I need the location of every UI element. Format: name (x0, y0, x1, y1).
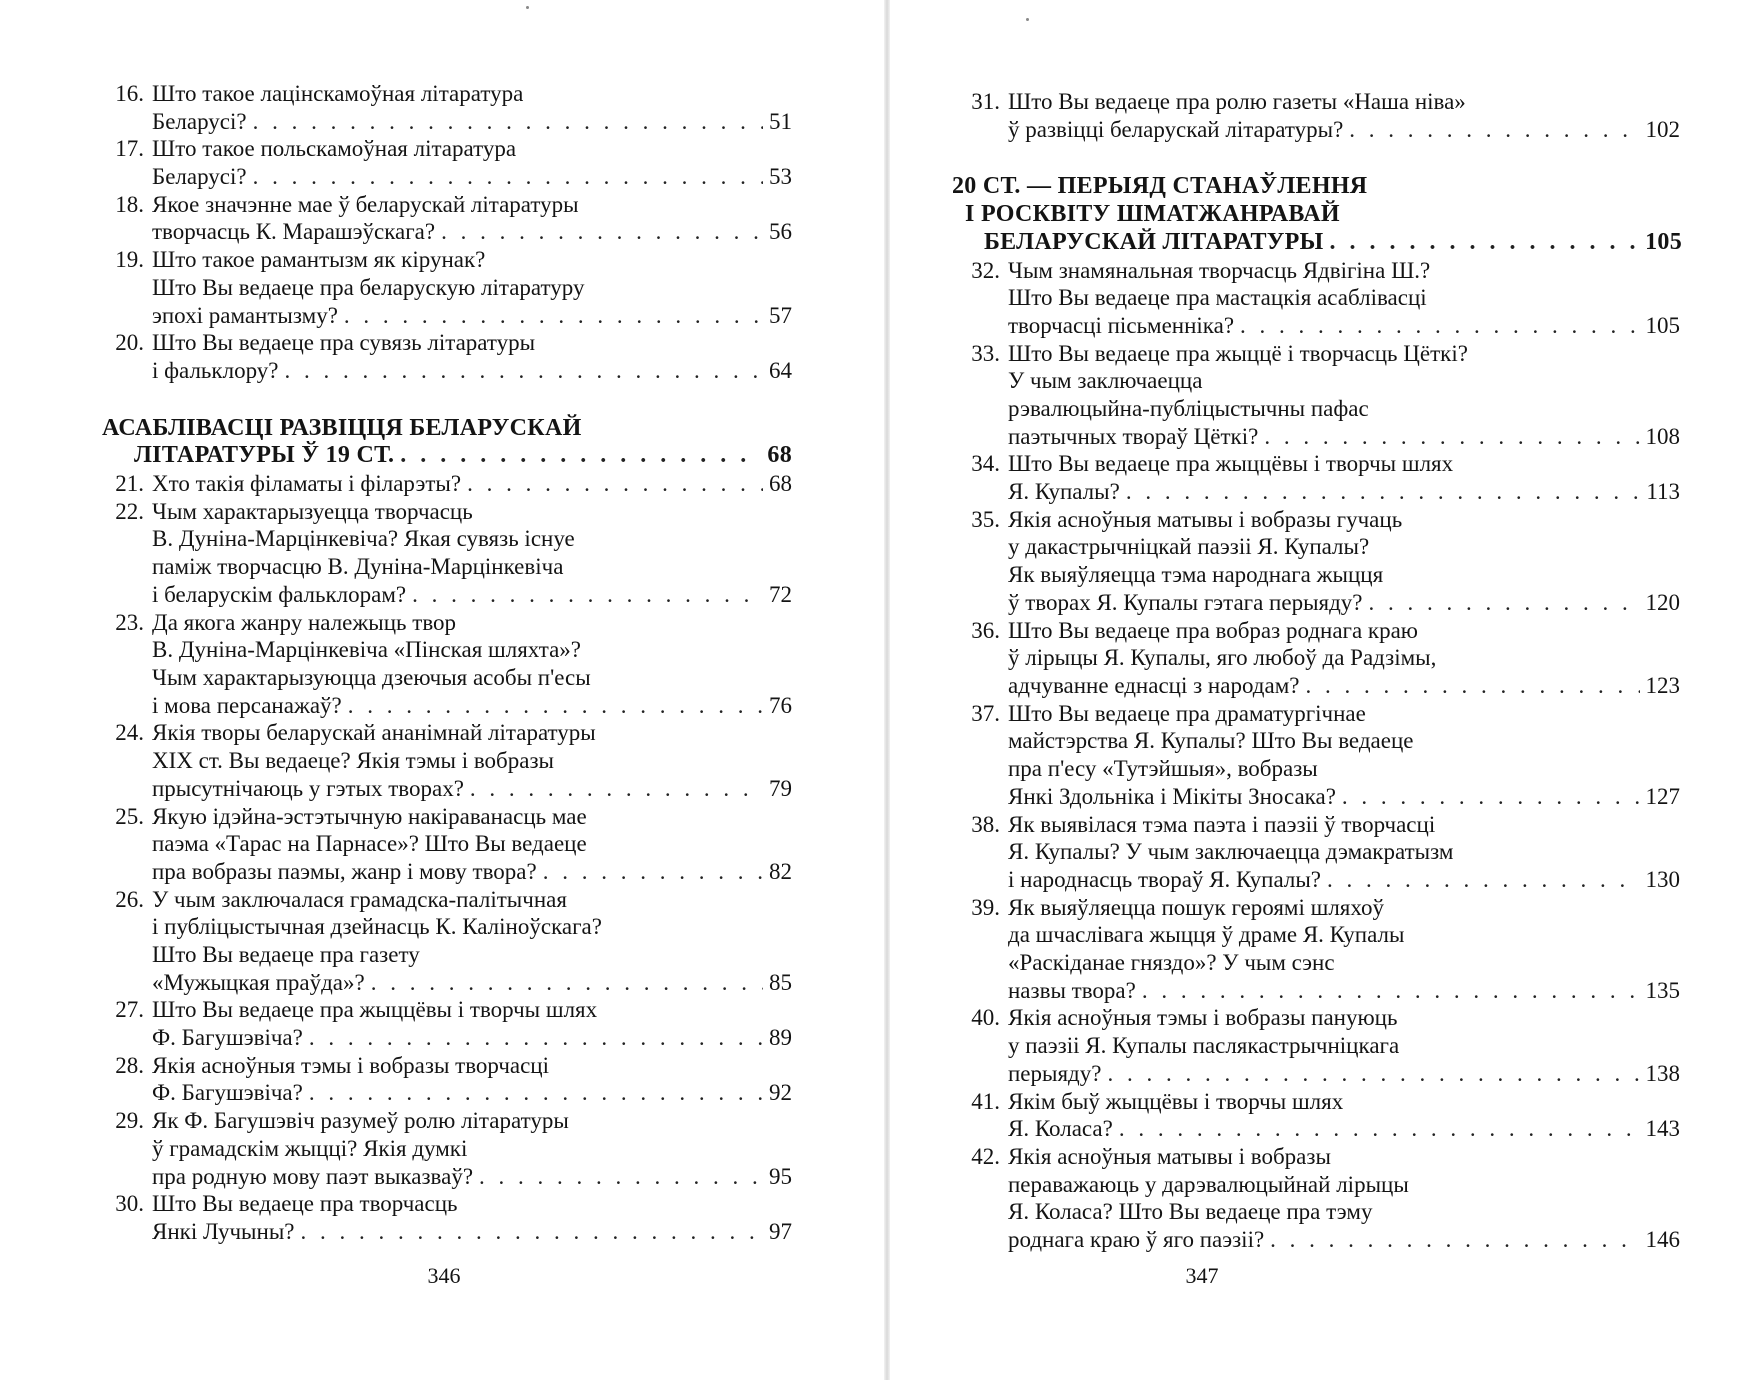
toc-page-ref: 57 (769, 302, 792, 328)
toc-entry-number: 26. (115, 886, 144, 912)
toc-entry-text: паэма «Тарас на Парнасе»? Што Вы ведаеце (152, 831, 587, 857)
toc-entry-line (1008, 977, 1680, 1005)
toc-entry-number: 38. (971, 811, 1000, 837)
toc-entry (115, 1052, 792, 1107)
paper-speck (1026, 18, 1029, 21)
leader-dots (400, 442, 761, 470)
toc-entry-line (1008, 1171, 1680, 1199)
toc-entry-number: 16. (115, 81, 144, 106)
toc-entry-line (971, 811, 1680, 839)
leader-dots (1264, 423, 1639, 451)
toc-entry-text: творчасці пісьменніка? (1008, 312, 1235, 338)
toc-entry-line (115, 191, 792, 219)
toc-entry-line (115, 1052, 792, 1080)
toc-entry (115, 1190, 792, 1245)
toc-entry-text: Што Вы ведаеце пра жыццёвы і творчы шлях (152, 997, 598, 1023)
toc-entry-line (152, 553, 792, 581)
toc-entry-number: 18. (115, 191, 144, 217)
toc-entry-number: 21. (115, 471, 144, 497)
toc-entry-text: Якія асноўныя матывы і вобразы (1008, 1143, 1331, 1169)
toc-entry-text: творчасць К. Марашэўскага? (152, 219, 436, 245)
toc-entry-line (115, 135, 792, 163)
toc-entry-text: назвы твора? (1008, 977, 1136, 1003)
toc-entry-text: Чым характарызуюцца дзеючыя асобы п'есы (152, 664, 591, 690)
toc-entry-text: паэтычных твораў Цёткі? (1008, 423, 1259, 449)
toc-entry-line (1008, 561, 1680, 589)
toc-entry-text: у паэзіі Я. Купалы паслякастрычніцкага (1008, 1033, 1400, 1059)
toc-page-ref: 102 (1645, 116, 1680, 142)
toc-entry-text: Я. Коласа? (1008, 1116, 1113, 1142)
section-heading-line (102, 442, 792, 470)
toc-entry (115, 609, 792, 720)
leader-dots (309, 1079, 763, 1107)
toc-entry (115, 719, 792, 802)
toc-entry (115, 996, 792, 1051)
toc-entry-number: 41. (971, 1088, 1000, 1114)
toc-entry-line (1008, 755, 1680, 783)
toc-entry-text: Што Вы ведаеце пра творчасць (152, 1191, 458, 1217)
toc-entry-text: рэвалюцыйна-публіцыстычны пафас (1008, 395, 1369, 421)
toc-page-ref: 72 (769, 581, 792, 607)
toc-entry-number: 35. (971, 506, 1000, 532)
toc-entry (115, 191, 792, 246)
toc-entry (115, 470, 792, 498)
toc-entry-text: Беларусі? (152, 164, 247, 190)
toc-entry-line (1008, 423, 1680, 451)
section-heading-text: І РОСКВІТУ ШМАТЖАНРАВАЙ (965, 201, 1340, 228)
section-heading (102, 415, 792, 470)
toc-entry-line (152, 858, 792, 886)
toc-entry-line (1008, 672, 1680, 700)
toc-entry-text: Я. Коласа? Што Вы ведаеце пра тэму (1008, 1199, 1373, 1225)
leader-dots (1119, 1115, 1640, 1143)
toc-entry-text: Беларусі? (152, 108, 247, 134)
toc-entry-line (152, 913, 792, 941)
toc-entry-text: Што такое рамантызм як кірунак? (152, 247, 486, 273)
toc-entry-line (152, 1024, 792, 1052)
toc-entry-text: Якім быў жыццёвы і творчы шлях (1008, 1088, 1344, 1114)
leader-dots (1327, 866, 1640, 894)
toc-entry-number: 36. (971, 617, 1000, 643)
toc-entry-line (971, 506, 1680, 534)
toc-page-ref: 85 (769, 969, 792, 995)
leader-dots (441, 218, 763, 246)
toc-page-ref: 95 (769, 1163, 792, 1189)
toc-entry-text: і мова персанажаў? (152, 692, 342, 718)
toc-entry-number: 39. (971, 894, 1000, 920)
toc-page-ref: 146 (1645, 1226, 1680, 1252)
toc-entry (971, 506, 1680, 617)
toc-entry-text: Што Вы ведаеце пра драматургічнае (1008, 700, 1366, 726)
leader-dots (371, 969, 763, 997)
toc-entry-text: В. Дуніна-Марцінкевіча? Якая сувязь існуе (152, 526, 575, 552)
toc-entry-line (1008, 949, 1680, 977)
toc-entry-text: Хто такія філаматы і філарэты? (152, 471, 462, 497)
toc-entry-line (115, 803, 792, 831)
toc-entry-line (115, 886, 792, 914)
toc-entry-number: 17. (115, 136, 144, 162)
toc-page-ref: 82 (769, 858, 792, 884)
toc-page-ref: 120 (1645, 589, 1680, 615)
toc-entry-line (152, 163, 792, 191)
toc-entry-text: ў творах Я. Купалы гэтага перыяду? (1008, 589, 1363, 615)
toc-entry-text: і фальклору? (152, 357, 279, 383)
toc-page-ref: 68 (767, 442, 792, 469)
toc-entry-line (152, 692, 792, 720)
toc-entry-line (971, 1088, 1680, 1116)
toc-entry-text: Як Ф. Багушэвіч разумеў ролю літаратуры (152, 1108, 569, 1134)
toc-entry-text: Што Вы ведаеце пра жыццё і творчасць Цёткі? (1008, 340, 1468, 366)
toc-entry-text: Янкі Здольніка і Мікіты Зносака? (1008, 783, 1336, 809)
toc-entry-number: 24. (115, 720, 144, 746)
toc-entry-line (152, 1163, 792, 1191)
right-page (890, 0, 1740, 1380)
toc-entry-number: 34. (971, 451, 1000, 477)
toc-entry-text: Якое значэнне мае ў беларускай літаратуры (152, 191, 579, 217)
toc-entry-line (971, 617, 1680, 645)
toc-entry (971, 1004, 1680, 1087)
toc-page-ref: 53 (769, 164, 792, 190)
toc-entry-text: і беларускім фальклорам? (152, 581, 407, 607)
leader-dots (1240, 312, 1639, 340)
toc-entry-text: Як выяўляецца пошук героямі шляхоў (1008, 894, 1385, 920)
toc-entry-line (1008, 533, 1680, 561)
toc-entry-line (1008, 727, 1680, 755)
toc-entry (115, 246, 792, 329)
left-page-number: 346 (427, 1263, 461, 1288)
toc-entry-line (1008, 1060, 1680, 1088)
toc-entry-line (115, 1107, 792, 1135)
toc-entry-line (152, 969, 792, 997)
toc-entry-text: Якія асноўныя матывы і вобразы гучаць (1008, 506, 1403, 532)
toc-entry-number: 22. (115, 498, 144, 524)
toc-entry (971, 894, 1680, 1005)
toc-entry-text: і публіцыстычная дзейнасць К. Каліноўскага? (152, 914, 602, 940)
toc-entry-text: ў лірыцы Я. Купалы, яго любоў да Радзімы, (1008, 645, 1437, 671)
leader-dots (1305, 672, 1639, 700)
toc-entry-text: Ф. Багушэвіча? (152, 1025, 303, 1051)
toc-entry-number: 31. (971, 89, 1000, 114)
leader-dots (309, 1024, 763, 1052)
toc-entry-text: Я. Купалы? (1008, 479, 1120, 505)
leader-dots (253, 163, 763, 191)
toc-entry-text: ў грамадскім жыцці? Якія думкі (152, 1135, 468, 1161)
toc-entry (971, 811, 1680, 894)
toc-entry-line (152, 218, 792, 246)
toc-entry-line (152, 357, 792, 385)
toc-page-ref: 135 (1645, 977, 1680, 1003)
toc-entry-line (1008, 367, 1680, 395)
toc-entry-line (1008, 395, 1680, 423)
toc-entry-number: 29. (115, 1108, 144, 1134)
toc-entry-line (1008, 838, 1680, 866)
toc-entry-line (152, 830, 792, 858)
toc-entry-text: «Мужыцкая праўда»? (152, 969, 365, 995)
toc-entry-line (1008, 478, 1680, 506)
leader-dots (479, 1163, 763, 1191)
leader-dots (1369, 589, 1640, 617)
toc-entry-line (1008, 1226, 1680, 1254)
toc-entry-line (971, 700, 1680, 728)
toc-entry-line (152, 747, 792, 775)
toc-entry-text: Я. Купалы? У чым заключаецца дэмакратызм (1008, 839, 1454, 865)
toc-entry-line (115, 719, 792, 747)
toc-entry (971, 88, 1680, 143)
leader-dots (470, 775, 763, 803)
toc-entry (971, 617, 1680, 700)
toc-entry-text: прысутнічаюць у гэтых творах? (152, 775, 464, 801)
section-heading-text: ЛІТАРАТУРЫ Ў 19 СТ. (134, 442, 395, 469)
toc-entry-text: у дакастрычніцкай паэзіі Я. Купалы? (1008, 534, 1370, 560)
toc-entry (115, 803, 792, 886)
toc-entry-text: Як выяўляецца тэма народнага жыцця (1008, 562, 1384, 588)
toc-entry-text: пра вобразы паэмы, жанр і мову твора? (152, 858, 537, 884)
toc-entry (115, 498, 792, 609)
toc-entry-line (971, 450, 1680, 478)
toc-entry-number: 42. (971, 1143, 1000, 1169)
toc-entry (971, 257, 1680, 340)
toc-entry-line (152, 1135, 792, 1163)
toc-entry (115, 135, 792, 190)
toc-entry-line (971, 88, 1680, 116)
toc-entry-line (152, 525, 792, 553)
toc-entry-number: 20. (115, 330, 144, 356)
toc-entry-text: пра родную мову паэт выказваў? (152, 1163, 474, 1189)
leader-dots (284, 357, 763, 385)
toc-entry-line (115, 996, 792, 1024)
toc-entry (115, 329, 792, 384)
toc-entry-text: XIX ст. Вы ведаеце? Якія тэмы і вобразы (152, 748, 555, 774)
toc-page-ref: 79 (769, 775, 792, 801)
section-heading-line (952, 201, 1682, 229)
leader-dots (1349, 116, 1639, 144)
section-heading-line (952, 229, 1682, 257)
leader-dots (348, 692, 763, 720)
leader-dots (543, 858, 763, 886)
toc-entry-text: і народнасць твораў Я. Купалы? (1008, 866, 1321, 892)
toc-entry-number: 27. (115, 997, 144, 1023)
toc-entry-line (115, 1190, 792, 1218)
toc-entry-number: 23. (115, 609, 144, 635)
leader-dots (1142, 977, 1640, 1005)
toc-entry-text: пра п'есу «Тутэйшыя», вобразы (1008, 756, 1318, 782)
toc-entry-line (152, 1218, 792, 1246)
right-page-number: 347 (1185, 1263, 1219, 1288)
toc-entry-text: ў развіцці беларускай літаратуры? (1008, 116, 1344, 142)
toc-entry-line (1008, 312, 1680, 340)
toc-entry-number: 28. (115, 1052, 144, 1078)
toc-entry-text: Якія асноўныя тэмы і вобразы пануюць (1008, 1005, 1398, 1031)
toc-entry-number: 25. (115, 803, 144, 829)
toc-entry-text: адчуванне еднасці з народам? (1008, 672, 1300, 698)
toc-entry (971, 700, 1680, 811)
toc-entry-text: Якія творы беларускай ананімнай літаратуры (152, 720, 596, 746)
toc-page-ref: 113 (1646, 479, 1680, 505)
toc-entry-text: Што такое лацінскамоўная літаратура (152, 81, 524, 106)
toc-entry-line (971, 1004, 1680, 1032)
toc-entry (115, 80, 792, 135)
toc-entry-line (1008, 284, 1680, 312)
toc-entry-line (152, 108, 792, 136)
toc-entry-text: Што Вы ведаеце пра вобраз роднага краю (1008, 617, 1418, 643)
paper-speck (526, 6, 529, 9)
toc-entry (115, 1107, 792, 1190)
toc-page-ref: 51 (769, 108, 792, 134)
toc-entry-number: 30. (115, 1191, 144, 1217)
toc-entry-line (1008, 589, 1680, 617)
toc-entry-text: У чым заключаецца (1008, 368, 1203, 394)
toc-entry-text: Янкі Лучыны? (152, 1218, 295, 1244)
toc-entry-line (1008, 1198, 1680, 1226)
toc-entry-line (152, 941, 792, 969)
section-heading-text: 20 СТ. — ПЕРЫЯД СТАНАЎЛЕННЯ (952, 173, 1368, 200)
toc-page-ref: 64 (769, 357, 792, 383)
toc-page-ref: 97 (769, 1218, 792, 1244)
toc-page-ref: 127 (1645, 783, 1680, 809)
toc-entry-number: 37. (971, 700, 1000, 726)
toc-entry-text: Што Вы ведаеце пра мастацкія асаблівасці (1008, 285, 1427, 311)
toc-page-ref: 108 (1645, 423, 1680, 449)
toc-entry-line (1008, 1115, 1680, 1143)
toc-entry-line (115, 246, 792, 274)
section-heading-line (102, 415, 792, 443)
toc-entry-text: Што Вы ведаеце пра ролю газеты «Наша ніва» (1008, 89, 1466, 114)
toc-entry-text: перыяду? (1008, 1060, 1102, 1086)
toc-entry-line (1008, 644, 1680, 672)
toc-page-ref: 105 (1645, 312, 1680, 338)
leader-dots (412, 581, 763, 609)
toc-entry-text: «Раскіданае гняздо»? У чым сэнс (1008, 949, 1335, 975)
toc-entry-line (152, 302, 792, 330)
toc-entry-line (152, 1079, 792, 1107)
toc-entry-line (971, 340, 1680, 368)
toc-entry-line (152, 664, 792, 692)
toc-page-ref: 89 (769, 1025, 792, 1051)
toc-entry (971, 1088, 1680, 1143)
toc-entry-line (115, 470, 792, 498)
toc-entry-line (971, 1143, 1680, 1171)
toc-entry-number: 40. (971, 1005, 1000, 1031)
toc-entry-text: Што Вы ведаеце пра беларускую літаратуру (152, 274, 585, 300)
section-heading (952, 173, 1682, 256)
toc-entry-text: У чым заключалася грамадска-палітычная (152, 886, 567, 912)
toc-entry-line (971, 894, 1680, 922)
toc-page-ref: 123 (1645, 672, 1680, 698)
toc-page-ref: 138 (1645, 1060, 1680, 1086)
toc-entry-line (115, 498, 792, 526)
toc-entry-line (971, 257, 1680, 285)
toc-page-ref: 56 (769, 219, 792, 245)
toc-page-ref: 130 (1645, 866, 1680, 892)
toc-entry-text: Якія асноўныя тэмы і вобразы творчасці (152, 1052, 550, 1078)
toc-entry-line (1008, 866, 1680, 894)
leader-dots (1330, 229, 1640, 257)
leader-dots (300, 1218, 763, 1246)
toc-entry (971, 450, 1680, 505)
leader-dots (1107, 1060, 1639, 1088)
section-heading-line (952, 173, 1682, 201)
toc-entry-number: 19. (115, 247, 144, 273)
toc-entry-line (1008, 783, 1680, 811)
toc-entry-text: Што Вы ведаеце пра сувязь літаратуры (152, 330, 536, 356)
toc-entry (971, 340, 1680, 451)
toc-entry-text: В. Дуніна-Марцінкевіча «Пінская шляхта»? (152, 637, 581, 663)
toc-entry-line (115, 609, 792, 637)
toc-entry-text: Як выявілася тэма паэта і паэзіі ў творчасці (1008, 811, 1436, 837)
toc-entry-line (1008, 1032, 1680, 1060)
toc-entry-line (1008, 116, 1680, 144)
toc-entry-line (152, 636, 792, 664)
toc-entry-line (115, 329, 792, 357)
toc-entry-line (152, 274, 792, 302)
toc-entry-text: Ф. Багушэвіча? (152, 1080, 303, 1106)
toc-entry-text: Што Вы ведаеце пра газету (152, 941, 420, 967)
section-heading-text: БЕЛАРУСКАЙ ЛІТАРАТУРЫ (984, 228, 1324, 255)
leader-dots (1270, 1226, 1639, 1254)
toc-entry-text: пераважаюць у дарэвалюцыйнай лірыцы (1008, 1171, 1409, 1197)
toc-entry-text: Чым характарызуецца творчасць (152, 498, 473, 524)
toc-entry-text: Што Вы ведаеце пра жыццёвы і творчы шлях (1008, 451, 1454, 477)
toc-entry-text: Якую ідэйна-эстэтычную накіраванасць мае (152, 803, 587, 829)
toc-page-ref: 92 (769, 1080, 792, 1106)
toc-entry-line (152, 775, 792, 803)
leader-dots (344, 302, 763, 330)
toc-entry-text: майстэрства Я. Купалы? Што Вы ведаеце (1008, 728, 1414, 754)
toc-entry-text: роднага краю ў яго паэзіі? (1008, 1226, 1265, 1252)
toc-entry-line (152, 581, 792, 609)
toc-page-ref: 105 (1645, 228, 1682, 255)
toc-entry (971, 1143, 1680, 1254)
toc-page-ref: 68 (769, 471, 792, 497)
toc-entry-text: да шчаслівага жыцця ў драме Я. Купалы (1008, 922, 1405, 948)
toc-page-ref: 76 (769, 692, 792, 718)
toc-entry-text: Чым знамянальная творчасць Ядвігіна Ш.? (1008, 257, 1431, 283)
leader-dots (1126, 478, 1641, 506)
leader-dots (1342, 783, 1640, 811)
toc-entry-number: 33. (971, 340, 1000, 366)
toc-entry-text: Што такое польскамоўная літаратура (152, 136, 517, 162)
toc-entry-line (1008, 921, 1680, 949)
toc-entry-line (115, 80, 792, 108)
leader-dots (253, 108, 763, 136)
toc-page-ref: 143 (1645, 1116, 1680, 1142)
section-heading-text: АСАБЛІВАСЦІ РАЗВІЦЦЯ БЕЛАРУСКАЙ (102, 414, 582, 441)
toc-entry-number: 32. (971, 257, 1000, 283)
toc-entry-text: эпохі рамантызму? (152, 302, 338, 328)
leader-dots (467, 470, 763, 498)
toc-entry-text: Да якога жанру належыць твор (152, 609, 457, 635)
toc-entry-text: паміж творчасцю В. Дуніна-Марцінкевіча (152, 554, 564, 580)
toc-entry (115, 886, 792, 997)
